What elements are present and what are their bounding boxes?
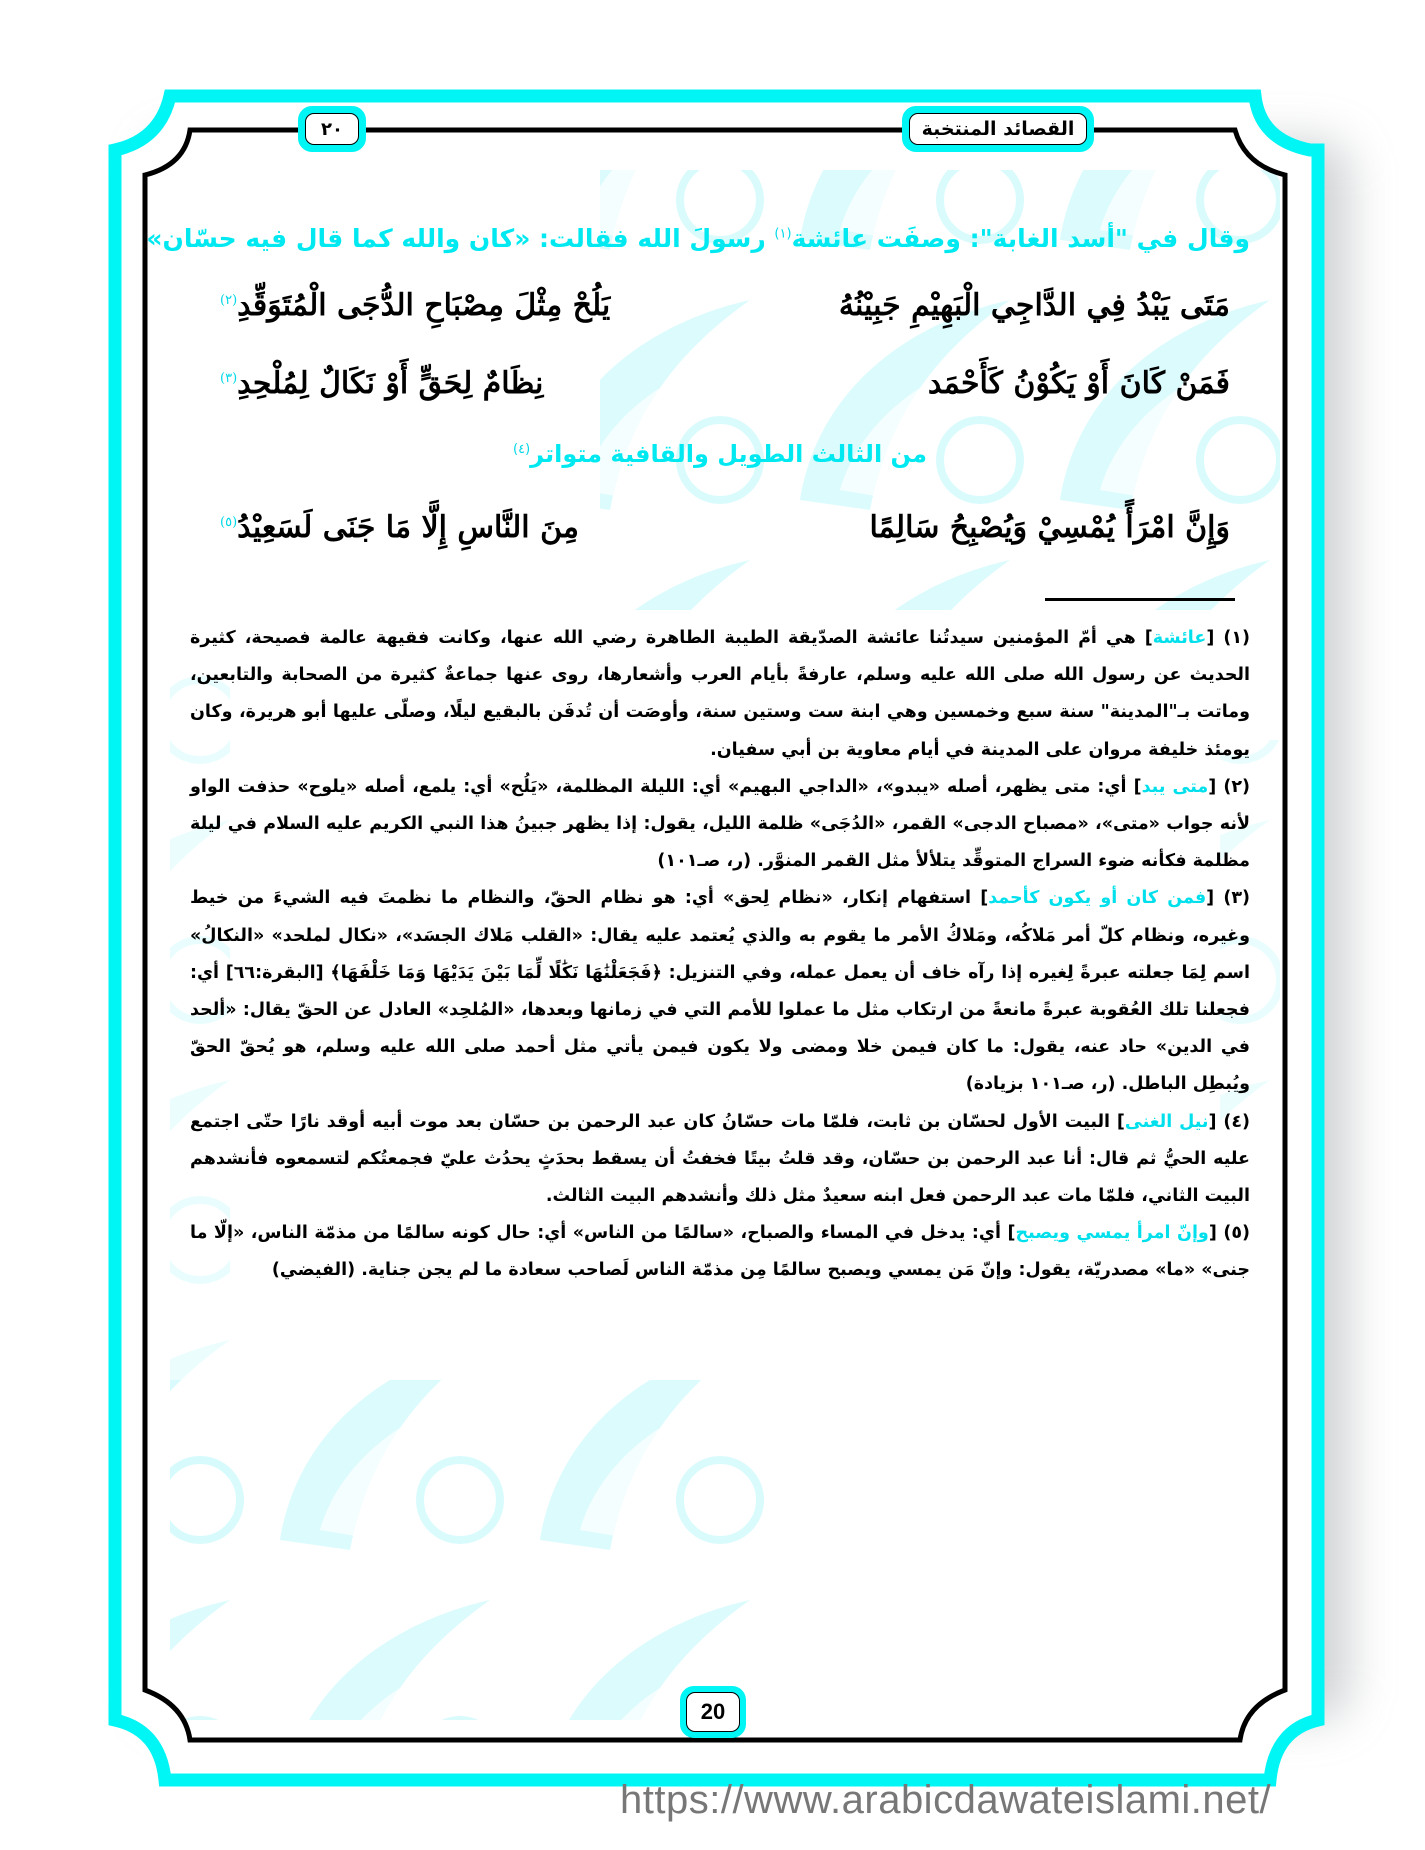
verse-second-hemistich: مِنَ النَّاسِ إِلَّا مَا جَنَى لَسَعِيْدُ: [237, 510, 579, 545]
footnote-item: (٢) [متى يبد] أي: متى يظهر، أصله «يبدو»، «الداجي البهيم» أي: الليلة المظلمة، «يَلُح» أي: يلمع، أصله «يلوح» حذفت الواو لأنه جواب «متى»، «مصباح الدجى» القمر، «الدُجَى» ظلمة الليل، يقول: إذا يظهر جبينُ هذا النبي الكريم عليه السلام في ليلة مظلمة فكأنه ضوء السراج المتوقِّد يتلألأ مثل القمر المنوَّر. (ر، صـ١٠١): [190, 776, 1251, 872]
footnote-item: (٤) [نيل الغنى] البيت الأول لحسّان بن ثابت، فلمّا مات حسّانُ كان عبد الرحمن بن حسّان بعد موت أبيه أوقد نارًا حتّى اجتمع عليه الحيُّ ثم قال: أنا عبد الرحمن بن حسّان، وقد قلتُ بيتًا فخفتُ أن يسقط بحدَثٍ يحدُث عليّ فجمعتُكم لتسمعوه فأنشدهم البيت الثاني، فلمّا مات عبد الرحمن فعل ابنه سعيدٌ مثل ذلك وأنشدهم البيت الثالث.: [190, 1111, 1250, 1207]
verse-first-hemistich: وَإِنَّ امْرَأً يُمْسِيْ وَيُصْبِحُ سَالِمًا: [869, 510, 1230, 545]
footnote-keyword: فمن كان أو يكون كأحمد: [988, 888, 1207, 909]
footnote-number: (٢): [1223, 776, 1251, 797]
footnotes-section: [190, 620, 1250, 1290]
meter-heading: [190, 440, 1250, 468]
footnote-keyword: نيل الغنى: [1124, 1111, 1209, 1132]
watermark-url[interactable]: https://www.arabicdawateislami.net/: [620, 1778, 1272, 1822]
footnote-ref[interactable]: (٤): [513, 442, 531, 457]
footnote-text: أي: متى يظهر، أصله «يبدو»، «الداجي البهيم» أي: الليلة المظلمة، «يَلُح» أي: يلمع، أصله «يلوح» حذفت الواو لأنه جواب «متى»، «مصباح الدجى» القمر، «الدُجَى» ظلمة الليل، يقول: إذا يظهر جبينُ هذا النبي الكريم عليه السلام في ليلة مظلمة فكأنه ضوء السراج المتوقِّد يتلألأ مثل القمر المنوَّر. (ر، صـ١٠١): [190, 776, 1250, 872]
header-page-number: ٢٠: [305, 113, 359, 145]
footnote-number: (٤): [1223, 1111, 1250, 1132]
footer-page-number: 20: [686, 1692, 740, 1732]
footnote-keyword: عائشة: [1152, 628, 1207, 648]
intro-line: [146, 224, 1250, 253]
footnote-item: (٣) [فمن كان أو يكون كأحمد] استفهام إنكار، «نظام لِحق» أي: هو نظام الحقّ، والنظام ما نظمتَ فيه الشيءَ من خيط وغيره، ونظام كلّ أمر مَلاكُه، ومَلاكُ الأمر ما يقوم به والذي يُعتمد عليه يقال: «القلب مَلاك الجسَد»، «نكال لملحد» «النكالُ» اسم لِمَا جعلته عبرةً لِغيره إذا رآه خاف أن يعمل عمله، وفي التنزيل: ﴿فَجَعَلْنَٰهَا نَكَٰلًا لِّمَا بَيْنَ يَدَيْهَا وَمَا خَلْفَهَا﴾ [البقرة:٦٦] أي: فجعلنا تلك العُقوبة عبرةً مانعةً من ارتكاب مثل ما عملوا للأمم التي في زمانها وبعدها، «المُلحِد» العادل عن الحقّ يقال: «ألحد في الدين» حاد عنه، يقول: ما كان فيمن خلا ومضى ولا يكون فيمن يأتي مثل أحمد صلى الله عليه وسلم، هو يُحقّ الحقّ ويُبطِل الباطل. (ر، صـ١٠١ بزيادة): [190, 888, 1251, 1095]
footnote-ref[interactable]: (٥): [220, 515, 238, 530]
footnote-item: (١) [عائشة] هي أمّ المؤمنين سيدتُنا عائشة الصدّيقة الطيبة الطاهرة رضي الله عنها، وكانت فقيهة عالمة فصيحة، كثيرة الحديث عن رسول الله صلى الله عليه وسلم، عارفةً بأيام العرب وأشعارها، روى عنها جماعةٌ كثيرة من الصحابة والتابعين، وماتت بـ"المدينة" سنة سبع وخمسين وهي ابنة ست وستين سنة، وأوصَت أن تُدفَن بالبقيع ليلًا، وصلّى عليها أبو هريرة، وكان يومئذ خليفة مروان على المدينة في أيام معاوية بن أبي سفيان.: [190, 628, 1251, 760]
footnote-ref[interactable]: (٣): [220, 371, 238, 386]
verse-line: [220, 510, 1230, 545]
footnote-number: (٥): [1223, 1223, 1251, 1244]
footnote-keyword: متى يبد: [1141, 776, 1209, 797]
footnote-ref[interactable]: (١): [774, 226, 792, 242]
verse-first-hemistich: مَتَى يَبْدُ فِي الدَّاجِي الْبَهِيْمِ جَبِيْنُهُ: [838, 288, 1230, 323]
verse-second-hemistich: نِظَامٌ لِحَقٍّ أَوْ نَكَالٌ لِمُلْحِدِ: [237, 366, 544, 401]
verse-second-hemistich: يَلُحْ مِثْلَ مِصْبَاحِ الدُّجَى الْمُتَوَقِّدِ: [237, 288, 611, 323]
footer-page-number-badge: [680, 1686, 746, 1738]
footnote-divider: [1045, 598, 1235, 601]
intro-text: وقال في "أسد الغابة": وصفَت عائشة: [791, 224, 1250, 253]
header-page-number-badge: [298, 106, 366, 152]
footnote-keyword: وإنّ امرأ يمسي ويصبح: [1015, 1223, 1209, 1244]
footnote-item: (٥) [وإنّ امرأ يمسي ويصبح] أي: يدخل في المساء والصباح، «سالمًا من الناس» أي: حال كونه سالمًا من مذمّة الناس، «إلّا ما جنى» «ما» مصدريّة، يقول: وإنّ مَن يمسي ويصبح سالمًا مِن مذمّة الناس لَصاحب سعادة ما لم يجن جناية. (الفيضي): [190, 1223, 1251, 1281]
footnote-text: هي أمّ المؤمنين سيدتُنا عائشة الصدّيقة الطيبة الطاهرة رضي الله عنها، وكانت فقيهة عالمة فصيحة، كثيرة الحديث عن رسول الله صلى الله عليه وسلم، عارفةً بأيام العرب وأشعارها، روى عنها جماعةٌ كثيرة من الصحابة والتابعين، وماتت بـ"المدينة" سنة سبع وخمسين وهي ابنة ست وستين سنة، وأوصَت أن تُدفَن بالبقيع ليلًا، وصلّى عليها أبو هريرة، وكان يومئذ خليفة مروان على المدينة في أيام معاوية بن أبي سفيان.: [190, 628, 1250, 760]
footnote-text: استفهام إنكار، «نظام لِحق» أي: هو نظام الحقّ، والنظام ما نظمتَ فيه الشيءَ من خيط وغيره، ونظام كلّ أمر مَلاكُه، ومَلاكُ الأمر ما يقوم به والذي يُعتمد عليه يقال: «القلب مَلاك الجسَد»، «نكال لملحد» «النكالُ» اسم لِمَا جعلته عبرةً لِغيره إذا رآه خاف أن يعمل عمله، وفي التنزيل: ﴿فَجَعَلْنَٰهَا نَكَٰلًا لِّمَا بَيْنَ يَدَيْهَا وَمَا خَلْفَهَا﴾ [البقرة:٦٦] أي: فجعلنا تلك العُقوبة عبرةً مانعةً من ارتكاب مثل ما عملوا للأمم التي في زمانها وبعدها، «المُلحِد» العادل عن الحقّ يقال: «ألحد في الدين» حاد عنه، يقول: ما كان فيمن خلا ومضى ولا يكون فيمن يأتي مثل أحمد صلى الله عليه وسلم، هو يُحقّ الحقّ ويُبطِل الباطل. (ر، صـ١٠١ بزيادة): [190, 888, 1250, 1095]
footnote-number: (١): [1223, 628, 1251, 648]
footnote-text: البيت الأول لحسّان بن ثابت، فلمّا مات حسّانُ كان عبد الرحمن بن حسّان بعد موت أبيه أوقد نارًا حتّى اجتمع عليه الحيُّ ثم قال: أنا عبد الرحمن بن حسّان، وقد قلتُ بيتًا فخفتُ أن يسقط بحدَثٍ يحدُث عليّ فجمعتُكم لتسمعوه فأنشدهم البيت الثاني، فلمّا مات عبد الرحمن فعل ابنه سعيدٌ مثل ذلك وأنشدهم البيت الثالث.: [190, 1111, 1250, 1207]
verse-first-hemistich: فَمَنْ كَانَ أَوْ يَكُوْنُ كَأَحْمَد: [927, 366, 1230, 401]
verse-line: [220, 366, 1230, 401]
verse-line: [220, 288, 1230, 323]
meter-heading-text: من الثالث الطويل والقافية متواتر: [530, 440, 927, 468]
footnote-number: (٣): [1223, 888, 1251, 909]
book-title-badge: [902, 106, 1094, 152]
footnote-ref[interactable]: (٢): [220, 293, 238, 308]
footnote-text: أي: يدخل في المساء والصباح، «سالمًا من الناس» أي: حال كونه سالمًا من مذمّة الناس، «إلّا ما جنى» «ما» مصدريّة، يقول: وإنّ مَن يمسي ويصبح سالمًا مِن مذمّة الناس لَصاحب سعادة ما لم يجن جناية. (الفيضي): [190, 1223, 1250, 1281]
intro-text-after: رسولَ الله فقالت: «كان والله كما قال فيه حسّان»: [146, 224, 775, 253]
book-title: القصائد المنتخبة: [909, 113, 1087, 145]
